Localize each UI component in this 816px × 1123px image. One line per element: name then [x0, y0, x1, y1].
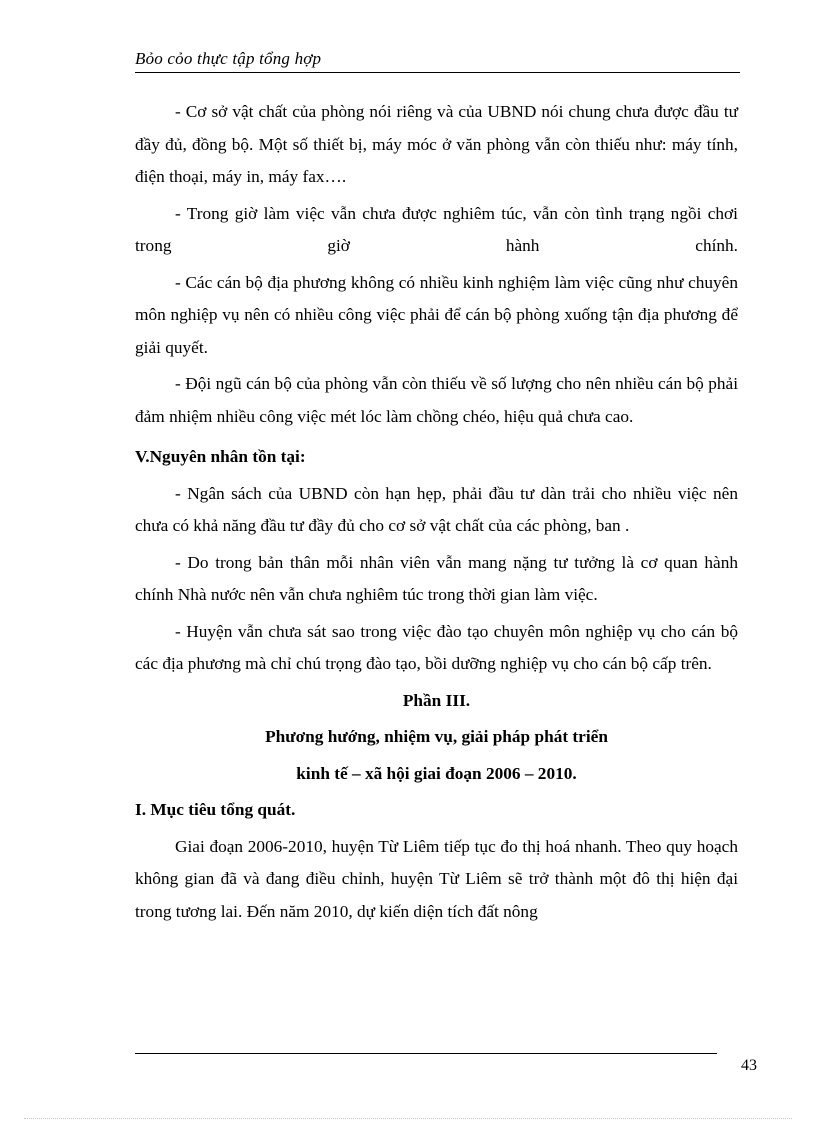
paragraph-staff-shortage: - Đội ngũ cán bộ của phòng vẫn còn thiếu về số lượng cho nên nhiều cán bộ phải đảm nhiệm nhiều công việc mét lóc làm chồng chéo, hiệu quả chưa cao.	[135, 374, 738, 426]
paragraph-budget: - Ngân sách của UBND còn hạn hẹp, phải đầu tư dàn trải cho nhiều việc nên chưa có khả năng đầu tư đầy đủ cho cơ sở vật chất của các phòng, ban .	[135, 483, 738, 535]
paragraph-general-goal: Giai đoạn 2006-2010, huyện Từ Liêm tiếp tục đo thị hoá nhanh. Theo quy hoạch không gian đã và đang điều chỉnh, huyện Từ Liêm sẽ trở thành một đô thị hiện đại trong tương lai. Đến năm 2010, dự kiến diện tích đất nông	[135, 836, 738, 921]
paragraph-local-staff: - Các cán bộ địa phương không có nhiều kinh nghiệm làm việc cũng như chuyên môn nghiệp vụ nên có nhiều công việc phải để cán bộ phòng xuống tận địa phương để giải quyết.	[135, 272, 738, 357]
page-edge-divider	[24, 1118, 792, 1119]
body-text	[135, 96, 738, 932]
paragraph-training: - Huyện vẫn chưa sát sao trong việc đào tạo chuyên môn nghiệp vụ cho cán bộ các địa phương mà chỉ chú trọng đào tạo, bồi dưỡng nghiệp vụ cho cán bộ cấp trên.	[135, 621, 738, 673]
section-i-heading: I. Mục tiêu tổng quát.	[135, 800, 296, 819]
part-subtitle-line-2: kinh tế – xã hội giai đoạn 2006 – 2010.	[296, 763, 577, 783]
part-subtitle-line-1: Phương hướng, nhiệm vụ, giải pháp phát triển	[265, 727, 608, 746]
paragraph-mindset: - Do trong bản thân mỗi nhân viên vẫn mang nặng tư tưởng là cơ quan hành chính Nhà nước nên vẫn chưa nghiêm túc trong thời gian làm việc.	[135, 552, 738, 604]
running-header	[135, 48, 740, 73]
paragraph-working-hours: - Trong giờ làm việc vẫn chưa được nghiêm túc, vẫn còn tình trạng ngồi chơi trong giờ hành chính.	[135, 203, 738, 255]
part-heading: Phần III.	[402, 690, 471, 710]
section-v-heading: V.Nguyên nhân tồn tại:	[135, 447, 306, 466]
footer-divider	[135, 1053, 717, 1054]
paragraph-facilities: - Cơ sở vật chất của phòng nói riêng và của UBND nói chung chưa được đầu tư đầy đủ, đồng bộ. Một số thiết bị, máy móc ở văn phòng vẫn còn thiếu như: máy tính, điện thoại, máy in, máy fax….	[135, 102, 738, 186]
header-title: Bỏo cỏo thực tập tổng hợp	[135, 49, 322, 68]
page-number: 43	[741, 1057, 757, 1074]
